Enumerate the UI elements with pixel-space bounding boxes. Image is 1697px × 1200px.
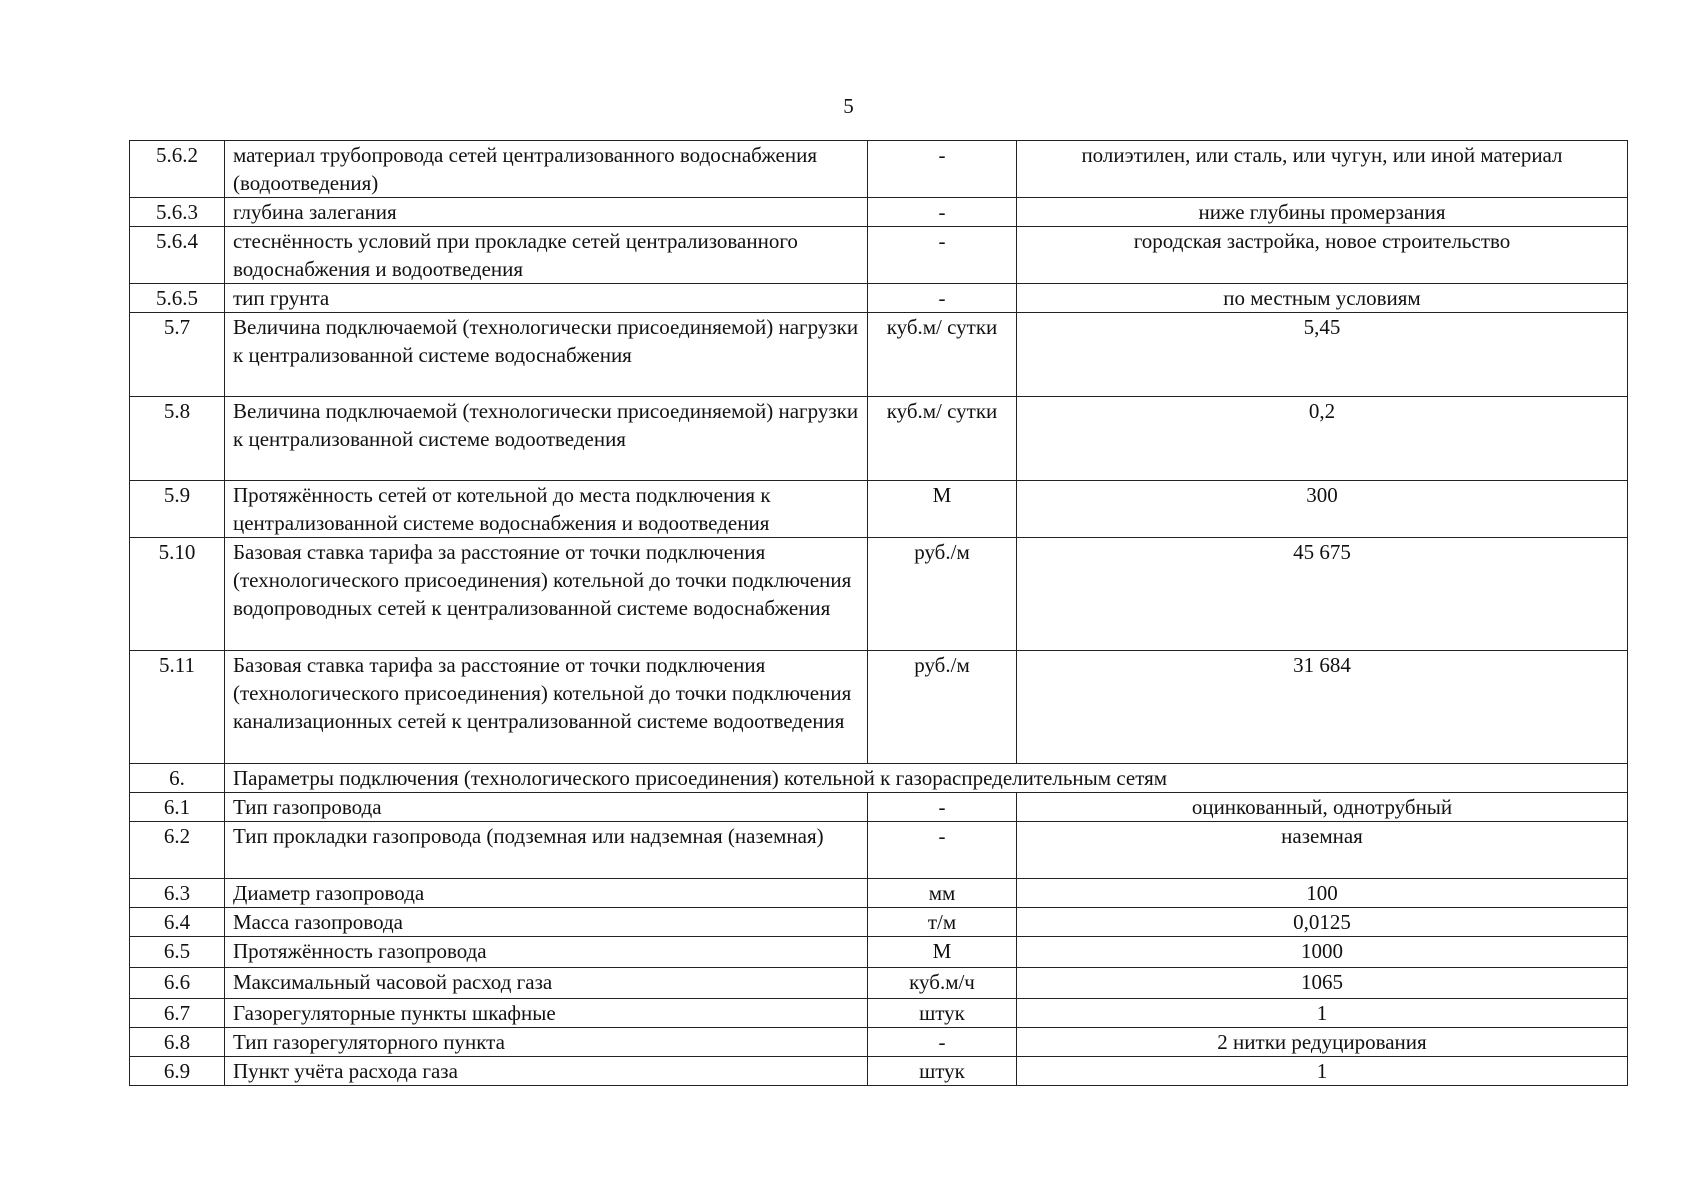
parameter-value: наземная — [1017, 822, 1628, 879]
parameter-value: 1 — [1017, 1057, 1628, 1086]
parameter-name: глубина залегания — [225, 198, 868, 227]
parameter-value: 2 нитки редуцирования — [1017, 1028, 1628, 1057]
parameter-unit: - — [868, 793, 1017, 822]
row-number: 6.5 — [130, 937, 225, 968]
parameter-value: полиэтилен, или сталь, или чугун, или иной материал — [1017, 141, 1628, 198]
table-row — [130, 397, 1628, 481]
table-row — [130, 1057, 1628, 1086]
parameter-name: Масса газопровода — [225, 908, 868, 937]
parameter-value: 1065 — [1017, 968, 1628, 999]
parameter-unit: т/м — [868, 908, 1017, 937]
table-row — [130, 651, 1628, 764]
row-number: 6.2 — [130, 822, 225, 879]
parameter-unit: - — [868, 1028, 1017, 1057]
parameter-name: Тип газопровода — [225, 793, 868, 822]
row-number: 5.7 — [130, 313, 225, 397]
parameter-name: Пункт учёта расхода газа — [225, 1057, 868, 1086]
parameter-unit: руб./м — [868, 651, 1017, 764]
parameter-value: городская застройка, новое строительство — [1017, 227, 1628, 284]
row-number: 6.9 — [130, 1057, 225, 1086]
parameter-value: 0,2 — [1017, 397, 1628, 481]
table-row — [130, 227, 1628, 284]
parameter-name: Протяжённость сетей от котельной до места подключения к централизованной системе водоснабжения и водоотведения — [225, 481, 868, 538]
table-row — [130, 284, 1628, 313]
page-number: 5 — [843, 94, 854, 118]
row-number: 5.9 — [130, 481, 225, 538]
parameter-unit: - — [868, 141, 1017, 198]
parameter-value: ниже глубины промерзания — [1017, 198, 1628, 227]
row-number: 6.7 — [130, 999, 225, 1028]
parameter-name: Протяжённость газопровода — [225, 937, 868, 968]
parameter-value: 300 — [1017, 481, 1628, 538]
parameter-unit: - — [868, 198, 1017, 227]
parameter-name: Базовая ставка тарифа за расстояние от точки подключения (технологического присоединения) котельной до точки подключения канализационных сетей к централизованной системе водоотведения — [225, 651, 868, 764]
parameter-value: оцинкованный, однотрубный — [1017, 793, 1628, 822]
row-number: 5.6.3 — [130, 198, 225, 227]
table-row — [130, 198, 1628, 227]
parameter-unit: мм — [868, 879, 1017, 908]
table-row — [130, 793, 1628, 822]
parameter-name: Тип газорегуляторного пункта — [225, 1028, 868, 1057]
parameter-unit: М — [868, 481, 1017, 538]
row-number: 6.6 — [130, 968, 225, 999]
parameter-value: 31 684 — [1017, 651, 1628, 764]
row-number: 6.4 — [130, 908, 225, 937]
parameter-value: 45 675 — [1017, 538, 1628, 651]
row-number: 5.10 — [130, 538, 225, 651]
table-row — [130, 481, 1628, 538]
parameter-unit: штук — [868, 999, 1017, 1028]
parameter-name: материал трубопровода сетей централизованного водоснабжения (водоотведения) — [225, 141, 868, 198]
parameter-unit: - — [868, 822, 1017, 879]
parameter-value: по местным условиям — [1017, 284, 1628, 313]
table-row — [130, 141, 1628, 198]
table-row — [130, 937, 1628, 968]
parameter-unit: - — [868, 227, 1017, 284]
table-row — [130, 313, 1628, 397]
parameter-name: Максимальный часовой расход газа — [225, 968, 868, 999]
row-number: 6.3 — [130, 879, 225, 908]
row-number: 6.1 — [130, 793, 225, 822]
table-row — [130, 999, 1628, 1028]
table-row — [130, 1028, 1628, 1057]
row-number: 6.8 — [130, 1028, 225, 1057]
row-number: 5.11 — [130, 651, 225, 764]
table-row — [130, 822, 1628, 879]
parameter-name: Тип прокладки газопровода (подземная или надземная (наземная) — [225, 822, 868, 879]
table-row — [130, 538, 1628, 651]
table-row — [130, 908, 1628, 937]
parameter-unit: руб./м — [868, 538, 1017, 651]
parameter-unit: М — [868, 937, 1017, 968]
parameter-value: 5,45 — [1017, 313, 1628, 397]
parameter-name: тип грунта — [225, 284, 868, 313]
row-number: 5.6.5 — [130, 284, 225, 313]
parameter-value: 100 — [1017, 879, 1628, 908]
parameter-value: 1 — [1017, 999, 1628, 1028]
table-row — [130, 879, 1628, 908]
parameter-unit: штук — [868, 1057, 1017, 1086]
section-number: 6. — [130, 764, 225, 793]
section-title: Параметры подключения (технологического присоединения) котельной к газораспределительным сетям — [225, 764, 1628, 793]
parameter-name: Газорегуляторные пункты шкафные — [225, 999, 868, 1028]
section-row — [130, 764, 1628, 793]
parameter-unit: - — [868, 284, 1017, 313]
parameter-name: Величина подключаемой (технологически присоединяемой) нагрузки к централизованной системе водоотведения — [225, 397, 868, 481]
parameters-table — [129, 140, 1628, 1086]
parameter-unit: куб.м/ч — [868, 968, 1017, 999]
parameter-value: 1000 — [1017, 937, 1628, 968]
parameter-unit: куб.м/ сутки — [868, 313, 1017, 397]
row-number: 5.6.2 — [130, 141, 225, 198]
row-number: 5.6.4 — [130, 227, 225, 284]
parameter-name: стеснённость условий при прокладке сетей централизованного водоснабжения и водоотведения — [225, 227, 868, 284]
row-number: 5.8 — [130, 397, 225, 481]
parameter-unit: куб.м/ сутки — [868, 397, 1017, 481]
parameter-value: 0,0125 — [1017, 908, 1628, 937]
parameter-name: Величина подключаемой (технологически присоединяемой) нагрузки к централизованной системе водоснабжения — [225, 313, 868, 397]
parameter-name: Базовая ставка тарифа за расстояние от точки подключения (технологического присоединения) котельной до точки подключения водопроводных сетей к централизованной системе водоснабжения — [225, 538, 868, 651]
table-row — [130, 968, 1628, 999]
parameter-name: Диаметр газопровода — [225, 879, 868, 908]
